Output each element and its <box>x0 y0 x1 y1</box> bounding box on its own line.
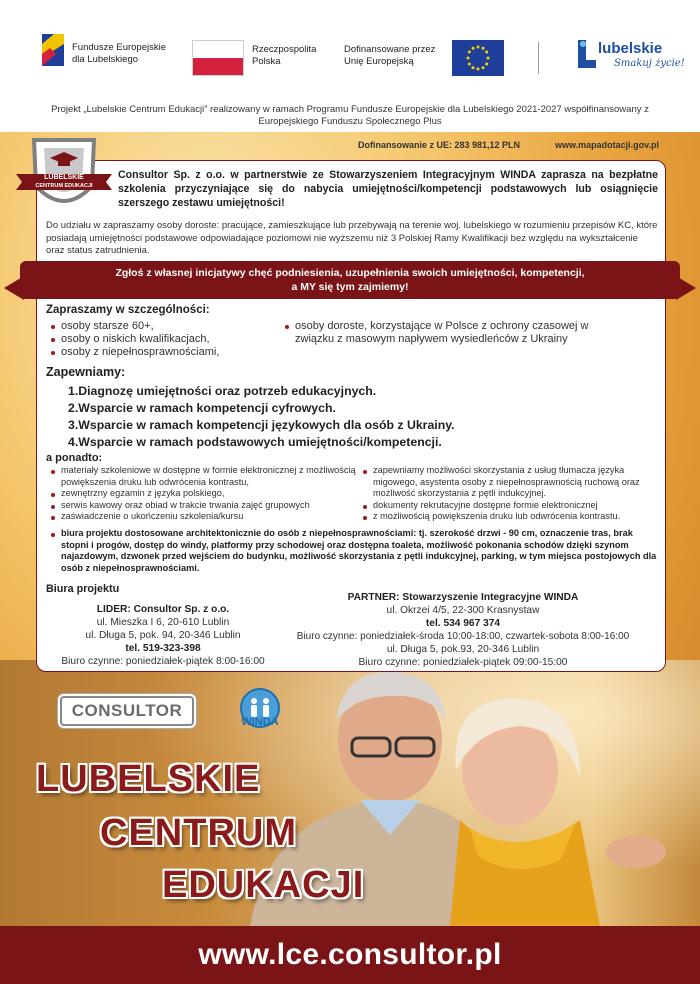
title-line-1: LUBELSKIE <box>36 758 261 800</box>
leader-address-2: ul. Długa 5, pok. 94, 20-346 Lublin <box>85 630 241 641</box>
badge-line2: CENTRUM EDUKACJI <box>35 183 93 189</box>
pl-logo-text: Rzeczpospolita Polska <box>252 44 317 67</box>
lubelskie-wordmark: lubelskie <box>598 40 663 57</box>
fe-logo-text: Fundusze Europejskie dla Lubelskiego <box>72 42 166 65</box>
list-item: osoby starsze 60+, <box>50 320 280 333</box>
partner-office <box>262 591 664 669</box>
leader-hours: Biuro czynne: poniedziałek-piątek 8:00-16:00 <box>61 656 265 667</box>
poland-flag-icon <box>192 40 244 76</box>
list-item: zewnętrzny egzamin z języka polskiego, <box>50 488 362 500</box>
partner-hours-2: Biuro czynne: poniedziałek-piątek 09:00-15:00 <box>358 657 568 668</box>
accessibility-item: biura projektu dostosowane architektonicznie do osób z niepełnosprawnościami: tj. szerokość drzwi - 90 cm, oznaczenie tras, brak stopni i progów, dostęp do windy, platformy przy schodowej oraz dostępna toaleta, możliwość pokonania schodów dzięki szynom najazdowym, dzwonek przed wejściem do budynku, możliwość skorzystania z pętli indukcyjnej, parking, w tym miejsca postojowych dla osób z niepełnosprawnościami. <box>50 528 660 574</box>
list-item: zapewniamy możliwości skorzystania z usług tłumacza języka migowego, asystenta osoby z niepełnosprawnością ruchową oraz możliwość skorzystania z pętli indukcyjnej. <box>362 465 666 500</box>
lce-badge <box>14 134 114 218</box>
consultor-logo: CONSULTOR <box>60 696 194 726</box>
invite-list-right <box>284 320 629 346</box>
badge-line1: LUBELSKIE <box>44 174 84 181</box>
partner-title: PARTNER: Stowarzyszenie Integracyjne WINDA <box>347 592 579 603</box>
banner-line1: Zgłoś z własnej inicjatywy chęć podniesienia, uzupełnienia swoich umiejętności, kompetencji, <box>115 267 585 279</box>
winda-wordmark: WINDA <box>241 716 279 728</box>
list-item: zaświadczenie o ukończeniu szkolenia/kursu <box>50 511 362 523</box>
funding-amount: Dofinansowanie z UE: 283 981,12 PLN <box>358 140 521 150</box>
footer-url-link[interactable]: www.lce.consultor.pl <box>198 938 502 971</box>
list-item: osoby o niskich kwalifikacjach, <box>50 333 280 346</box>
partner-phone[interactable]: tel. 534 967 374 <box>425 618 501 629</box>
list-item: osoby doroste, korzystające w Polsce z ochrony czasowej w związku z masowym napływem wysiedleńców z Ukrainy <box>284 320 629 346</box>
additionally-heading: a ponadto: <box>46 452 103 464</box>
list-item: serwis kawowy oraz obiad w trakcie trwania zajęć grupowych <box>50 500 362 512</box>
leader-office <box>40 603 286 668</box>
list-item: 1.Diagnozę umiejętności oraz potrzeb edukacyjnych. <box>68 384 377 398</box>
lubelskie-slogan: Smakuj życie! <box>614 58 685 69</box>
title-line-2: CENTRUM <box>100 812 297 854</box>
offices-heading: Biura projektu <box>46 583 120 595</box>
funding-website[interactable]: www.mapadotacji.gov.pl <box>555 140 660 150</box>
header-logos <box>0 0 700 96</box>
leader-phone[interactable]: tel. 519-323-398 <box>125 643 201 654</box>
partner-address-1: ul. Okrzei 4/5, 22-300 Krasnystaw <box>386 605 540 616</box>
intro-text: Consultor Sp. z o.o. w partnerstwie ze Stowarzyszeniem Integracyjnym WINDA zaprasza na bezpłatne szkolenia przyczyniające się do nabycia umiejętności/kompetencji podstawowych lub osiągnięcie szerszego zestawu umiejętności! <box>118 169 658 209</box>
additionally-list-right <box>362 465 666 523</box>
eu-flag-icon <box>452 40 504 76</box>
logo-divider <box>538 42 539 74</box>
title-line-3: EDUKACJI <box>162 864 365 906</box>
partner-address-2: ul. Długa 5, pok.93, 20-346 Lublin <box>386 644 540 655</box>
list-item: osoby z niepełnosprawnościami, <box>50 346 280 359</box>
banner-line2: a MY się tym zajmiemy! <box>291 281 409 293</box>
eligibility-text: Do udziału w zapraszamy osoby doroste: pracujące, zamieszkujące lub przebywają na terenie woj. lubelskiego w rozumieniu przepisów KC, które posiadają umiejętności podstawowe odpowiadające poziomowi nie wyższemu niż 3 Polskiej Ramy Kwalifikacji bez względu na wykształcenie oraz status zatrudnienia. <box>46 220 658 256</box>
invite-heading: Zapraszamy w szczególności: <box>46 304 210 316</box>
fundusze-europejskie-logo-icon <box>40 30 66 70</box>
invite-list-left <box>50 320 280 359</box>
partner-hours-1: Biuro czynne: poniedziałek-środa 10:00-18:00, czwartek-sobota 8:00-16:00 <box>296 631 630 642</box>
ue-logo-text: Dofinansowane przez Unię Europejską <box>344 44 436 67</box>
accessibility-list <box>50 528 660 574</box>
list-item: 4.Wsparcie w ramach podstawowych umiejętności/kompetencji. <box>68 435 442 449</box>
list-item: 3.Wsparcie w ramach kompetencji językowych dla osób z Ukrainy. <box>68 418 455 432</box>
list-item: 2.Wsparcie w ramach kompetencji cyfrowych. <box>68 401 336 415</box>
additionally-list-left <box>50 465 362 523</box>
provide-heading: Zapewniamy: <box>46 365 126 379</box>
winda-logo <box>228 688 292 732</box>
provide-list <box>68 383 628 451</box>
list-item: dokumenty rekrutacyjne dostępne formie elektronicznej <box>362 500 666 512</box>
leader-address-1: ul. Mieszka I 6, 20-610 Lublin <box>96 617 230 628</box>
project-note: Projekt „Lubelskie Centrum Edukacji” realizowany w ramach Programu Fundusze Europejskie dla Lubelskiego 2021-2027 współfinansowany z Europejskiego Funduszu Społecznego Plus <box>51 104 649 127</box>
leader-title: LIDER: Consultor Sp. z o.o. <box>96 604 230 615</box>
footer-bar <box>0 926 700 984</box>
list-item: z możliwością powiększenia druku lub odwrócenia kontrastu. <box>362 511 666 523</box>
cta-banner <box>20 261 680 299</box>
lubelskie-emblem-icon <box>574 38 598 70</box>
list-item: materiały szkoleniowe w dostępne w formie elektronicznej z możliwością powiększenia druku lub odwrócenia kontrastu, <box>50 465 362 488</box>
